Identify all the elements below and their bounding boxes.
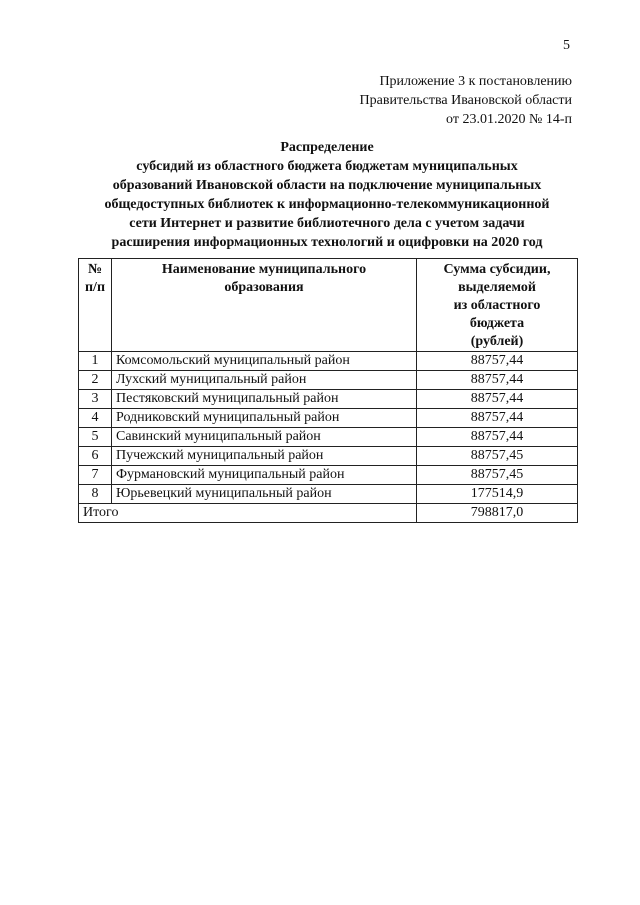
header-sum-line-5: (рублей) (470, 334, 524, 349)
row-municipality: Фурмановский муниципальный район (112, 466, 417, 485)
row-municipality: Лухский муниципальный район (112, 371, 417, 390)
annex-block (360, 72, 572, 129)
header-number-line-2: п/п (84, 280, 106, 295)
header-number (79, 259, 112, 352)
row-amount: 177514,9 (417, 485, 578, 504)
table-row (79, 409, 578, 428)
header-number-line-1: № (87, 262, 103, 277)
table-total-row (79, 504, 578, 523)
row-municipality: Юрьевецкий муниципальный район (112, 485, 417, 504)
row-amount: 88757,44 (417, 390, 578, 409)
row-amount: 88757,44 (417, 409, 578, 428)
total-label: Итого (79, 504, 417, 523)
annex-line-2: Правительства Ивановской области (359, 93, 572, 108)
annex-line-3: от 23.01.2020 № 14-п (446, 112, 572, 127)
table-row (79, 485, 578, 504)
document-title (76, 138, 578, 252)
title-line-1: Распределение (280, 140, 374, 155)
row-amount: 88757,45 (417, 466, 578, 485)
row-municipality: Пучежский муниципальный район (112, 447, 417, 466)
header-municipality-line-1: Наименование муниципального (161, 262, 367, 277)
header-municipality (112, 259, 417, 352)
title-line-3: образований Ивановской области на подключение муниципальных (112, 178, 542, 193)
page-number: 5 (563, 38, 570, 53)
title-line-4: общедоступных библиотек к информационно-телекоммуникационной (104, 197, 550, 212)
header-sum-line-4: бюджета (469, 316, 525, 331)
row-amount: 88757,45 (417, 447, 578, 466)
table-row (79, 428, 578, 447)
title-line-6: расширения информационных технологий и оцифровки на 2020 год (111, 235, 543, 250)
row-amount: 88757,44 (417, 428, 578, 447)
row-municipality: Савинский муниципальный район (112, 428, 417, 447)
table-header-row (79, 259, 578, 352)
row-amount: 88757,44 (417, 371, 578, 390)
row-municipality: Пестяковский муниципальный район (112, 390, 417, 409)
distribution-table (78, 258, 578, 523)
row-number: 4 (79, 409, 112, 428)
row-number: 5 (79, 428, 112, 447)
row-municipality: Комсомольский муниципальный район (112, 352, 417, 371)
header-subsidy-amount (417, 259, 578, 352)
row-number: 2 (79, 371, 112, 390)
row-number: 3 (79, 390, 112, 409)
row-municipality: Родниковский муниципальный район (112, 409, 417, 428)
row-number: 1 (79, 352, 112, 371)
total-amount: 798817,0 (417, 504, 578, 523)
row-number: 8 (79, 485, 112, 504)
table-row (79, 371, 578, 390)
row-number: 6 (79, 447, 112, 466)
table-row (79, 352, 578, 371)
table-row (79, 447, 578, 466)
title-line-2: субсидий из областного бюджета бюджетам муниципальных (136, 159, 518, 174)
annex-line-1: Приложение 3 к постановлению (379, 74, 572, 89)
table-row (79, 390, 578, 409)
header-municipality-line-2: образования (224, 280, 304, 295)
header-sum-line-2: выделяемой (458, 280, 536, 295)
row-number: 7 (79, 466, 112, 485)
header-sum-line-3: из областного (453, 298, 541, 313)
row-amount: 88757,44 (417, 352, 578, 371)
title-line-5: сети Интернет и развитие библиотечного дела с учетом задачи (129, 216, 525, 231)
header-sum-line-1: Сумма субсидии, (443, 262, 551, 277)
table-row (79, 466, 578, 485)
